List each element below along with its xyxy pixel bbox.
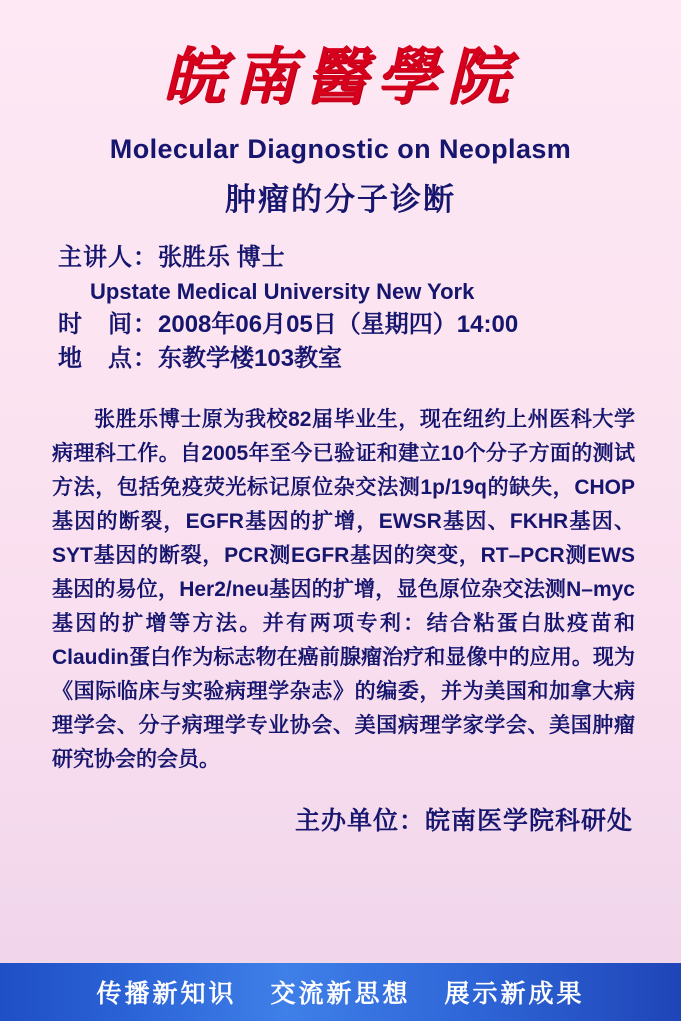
speaker-name: 张胜乐 博士 — [158, 244, 285, 271]
lecture-title-english: Molecular Diagnostic on Neoplasm — [109, 134, 572, 164]
bottom-banner — [0, 963, 681, 1021]
time-label: 时 间： — [58, 310, 158, 338]
speaker-affiliation: Upstate Medical University New York — [90, 278, 475, 304]
lecture-description: 张胜乐博士原为我校82届毕业生，现在纽约上州医科大学病理科工作。自2005年至今已验证和建立10个分子方面的测试方法，包括免疫荧光标记原位杂交法测1p/19q的缺失，CHOP基因的断裂，EGFR基因的扩增，EWSR基因、FKHR基因、SYT基因的断裂，PCR测EGFR基因的突变，RT–PCR测EWS基因的易位，Her2/neu基因的扩增，显色原位杂交法测N–myc基因的扩增等方法。并有两项专利：结合粘蛋白肽疫苗和Claudin蛋白作为标志物在癌前腺瘤治疗和显像中的应用。现为《国际临床与实验病理学杂志》的编委，并为美国和加拿大病理学会、分子病理学专业协会、美国病理学家学会、美国肿瘤研究协会的会员。 — [52, 408, 635, 772]
banner-slogan-1: 传播新知识 — [96, 980, 237, 1008]
banner-slogan-2: 交流新思想 — [270, 980, 411, 1008]
time-value: 2008年06月05日（星期四）14:00 — [158, 310, 519, 338]
place-label: 地 点： — [58, 345, 158, 373]
lecture-info-block — [34, 241, 647, 377]
lecture-title-chinese: 肿瘤的分子诊断 — [225, 182, 456, 217]
organizer-line: 主办单位：皖南医学院科研处 — [294, 807, 633, 836]
speaker-label: 主讲人： — [58, 244, 158, 271]
time-line — [58, 308, 647, 343]
speaker-line — [58, 241, 647, 276]
place-line — [58, 342, 647, 377]
banner-slogans — [85, 974, 597, 1010]
banner-slogan-3: 展示新成果 — [444, 980, 585, 1008]
institution-title: 皖南醫學院 — [162, 40, 518, 113]
place-value: 东教学楼103教室 — [158, 345, 343, 373]
